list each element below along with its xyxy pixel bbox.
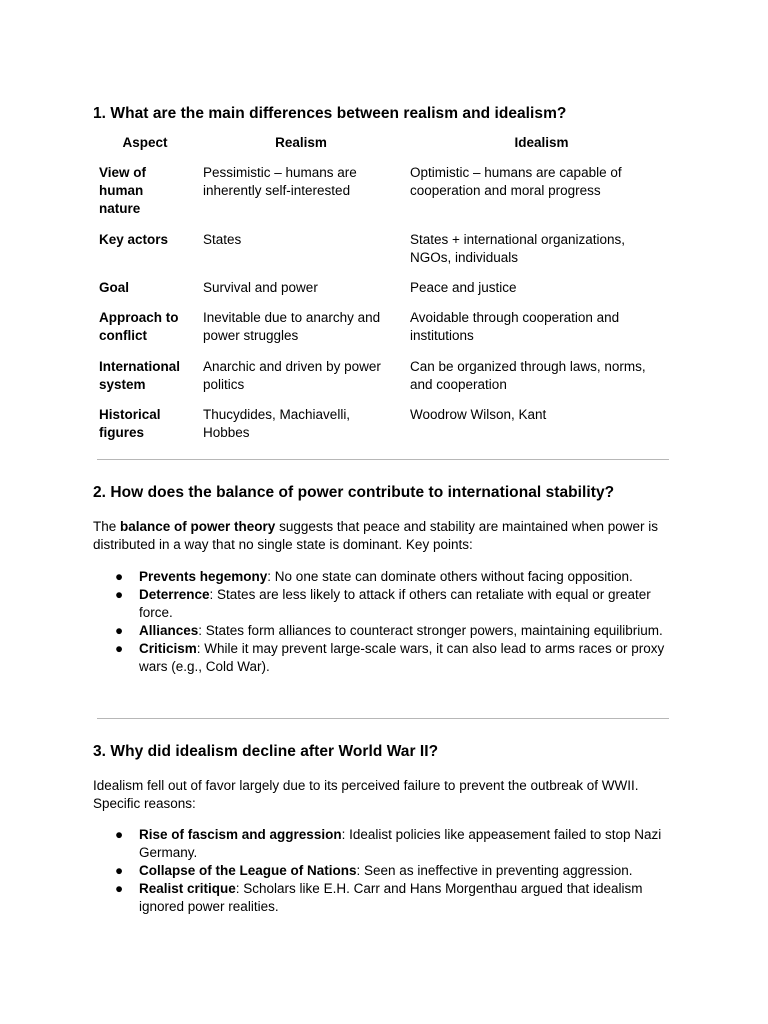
- row-realism: Anarchic and driven by power politics: [203, 359, 381, 392]
- section-3-intro: Idealism fell out of favor largely due to its perceived failure to prevent the outbreak of WWII. Specific reasons:: [93, 778, 639, 811]
- bullet-icon: ●: [115, 587, 124, 602]
- bullet-icon: ●: [115, 623, 124, 638]
- row-aspect: Historical figures: [99, 407, 161, 440]
- section-2-intro: [93, 518, 673, 554]
- header-realism: Realism: [275, 135, 327, 150]
- bullet-term: Deterrence: [139, 587, 210, 602]
- bullet-term: Alliances: [139, 623, 199, 638]
- bullet-icon: ●: [115, 881, 124, 896]
- row-idealism: Avoidable through cooperation and institutions: [410, 310, 620, 343]
- row-realism: Inevitable due to anarchy and power struggles: [203, 310, 381, 343]
- bullet-text: : Idealist policies like appeasement failed to stop Nazi Germany.: [139, 827, 662, 860]
- row-realism: Survival and power: [203, 280, 318, 295]
- bullet-text: : States are less likely to attack if others can retaliate with equal or greater force.: [139, 587, 651, 620]
- header-aspect: Aspect: [122, 135, 168, 150]
- section-3-bullet-list: [93, 826, 673, 916]
- bullet-text: : No one state can dominate others without facing opposition.: [267, 569, 633, 584]
- list-item: [93, 586, 673, 622]
- list-item: [93, 640, 673, 676]
- row-aspect: Approach to conflict: [99, 310, 179, 343]
- section-3-heading: 3. Why did idealism decline after World War II?: [93, 743, 439, 760]
- bullet-text: : While it may prevent large-scale wars, it can also lead to arms races or proxy wars (e.g., Cold War).: [139, 641, 665, 674]
- intro-text: The: [93, 519, 121, 534]
- section-1-heading: 1. What are the main differences between realism and idealism?: [93, 105, 567, 122]
- bullet-text: : Scholars like E.H. Carr and Hans Morgenthau argued that idealism ignored power realities.: [139, 881, 643, 914]
- list-item: [93, 862, 673, 880]
- intro-bold-term: balance of power theory: [120, 519, 276, 534]
- section-divider: [97, 718, 669, 719]
- row-aspect: International system: [99, 359, 181, 392]
- section-2-heading: 2. How does the balance of power contribute to international stability?: [93, 484, 615, 501]
- bullet-term: Realist critique: [139, 881, 236, 896]
- list-item: [93, 568, 673, 586]
- row-realism: States: [203, 232, 242, 247]
- bullet-text: : Seen as ineffective in preventing aggression.: [356, 863, 633, 878]
- bullet-term: Criticism: [139, 641, 197, 656]
- bullet-icon: ●: [115, 569, 124, 584]
- section-2-bullet-list: [93, 568, 673, 676]
- bullet-icon: ●: [115, 641, 124, 656]
- row-realism: Pessimistic – humans are inherently self-interested: [203, 165, 357, 198]
- bullet-term: Rise of fascism and aggression: [139, 827, 342, 842]
- list-item: [93, 826, 673, 862]
- bullet-text: : States form alliances to counteract stronger powers, maintaining equilibrium.: [198, 623, 663, 638]
- row-idealism: Can be organized through laws, norms, and cooperation: [410, 359, 646, 392]
- intro-text: suggests that peace and stability are maintained when power is distributed in a way that no single state is dominant. Key points:: [93, 519, 659, 552]
- header-idealism: Idealism: [514, 135, 569, 150]
- row-idealism: Woodrow Wilson, Kant: [410, 407, 547, 422]
- row-idealism: States + international organizations, NGOs, individuals: [410, 232, 626, 265]
- row-idealism: Optimistic – humans are capable of cooperation and moral progress: [410, 165, 622, 198]
- list-item: [93, 880, 673, 916]
- bullet-term: Collapse of the League of Nations: [139, 863, 357, 878]
- row-aspect: Goal: [99, 280, 130, 295]
- bullet-icon: ●: [115, 827, 124, 842]
- bullet-icon: ●: [115, 863, 124, 878]
- list-item: [93, 622, 673, 640]
- row-aspect: Key actors: [99, 232, 169, 247]
- row-realism: Thucydides, Machiavelli, Hobbes: [203, 407, 351, 440]
- section-divider: [97, 459, 669, 460]
- row-aspect: View of human nature: [99, 165, 147, 216]
- bullet-term: Prevents hegemony: [139, 569, 268, 584]
- row-idealism: Peace and justice: [410, 280, 517, 295]
